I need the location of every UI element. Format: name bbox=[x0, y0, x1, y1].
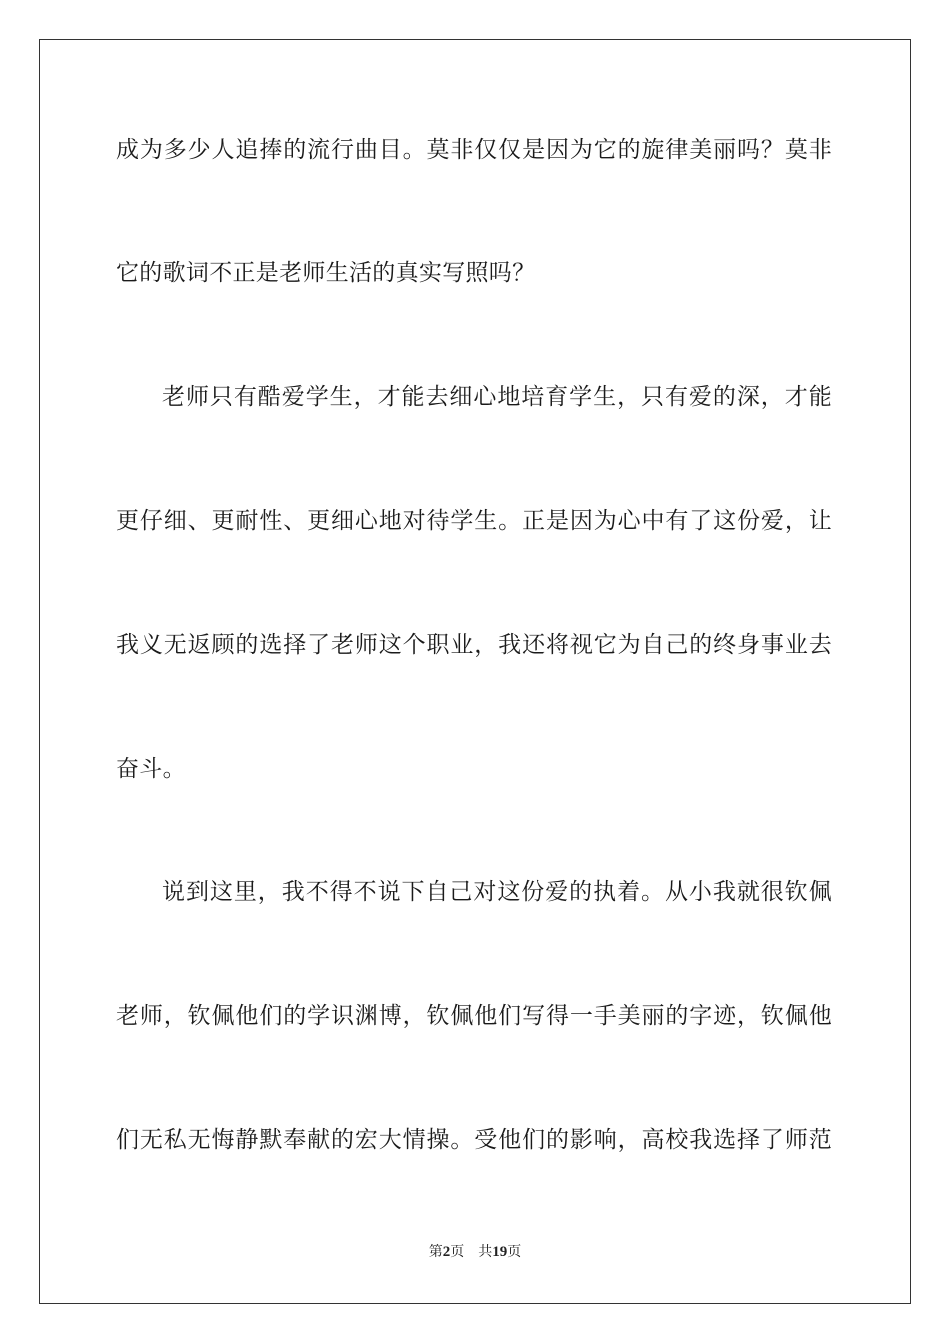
page-suffix: 页 bbox=[450, 1244, 465, 1260]
page-number: 2 bbox=[442, 1244, 451, 1260]
page-prefix: 第 bbox=[428, 1244, 443, 1260]
text-line-2: 它的歌词不正是老师生活的真实写照吗？ bbox=[116, 260, 536, 286]
paragraph-start-line-7: 说到这里，我不得不说下自己对这份爱的执着。从小我就很钦佩 bbox=[162, 879, 832, 905]
total-prefix: 共 bbox=[478, 1244, 493, 1260]
text-line-6: 奋斗。 bbox=[116, 756, 186, 782]
text-line-8: 老师，钦佩他们的学识渊博，钦佩他们写得一手美丽的字迹，钦佩他 bbox=[116, 1003, 832, 1029]
text-line-9: 们无私无悔静默奉献的宏大情操。受他们的影响，高校我选择了师范 bbox=[116, 1127, 832, 1153]
total-suffix: 页 bbox=[507, 1244, 522, 1260]
page-border bbox=[39, 39, 911, 1304]
text-line-5: 我义无返顾的选择了老师这个职业，我还将视它为自己的终身事业去 bbox=[116, 632, 832, 658]
page-footer bbox=[0, 1243, 950, 1261]
paragraph-start-line-3: 老师只有酷爱学生，才能去细心地培育学生，只有爱的深，才能 bbox=[162, 384, 832, 410]
page-total: 19 bbox=[492, 1244, 508, 1260]
text-line-4: 更仔细、更耐性、更细心地对待学生。正是因为心中有了这份爱，让 bbox=[116, 508, 832, 534]
text-line-1: 成为多少人追捧的流行曲目。莫非仅仅是因为它的旋律美丽吗？莫非 bbox=[116, 137, 832, 163]
